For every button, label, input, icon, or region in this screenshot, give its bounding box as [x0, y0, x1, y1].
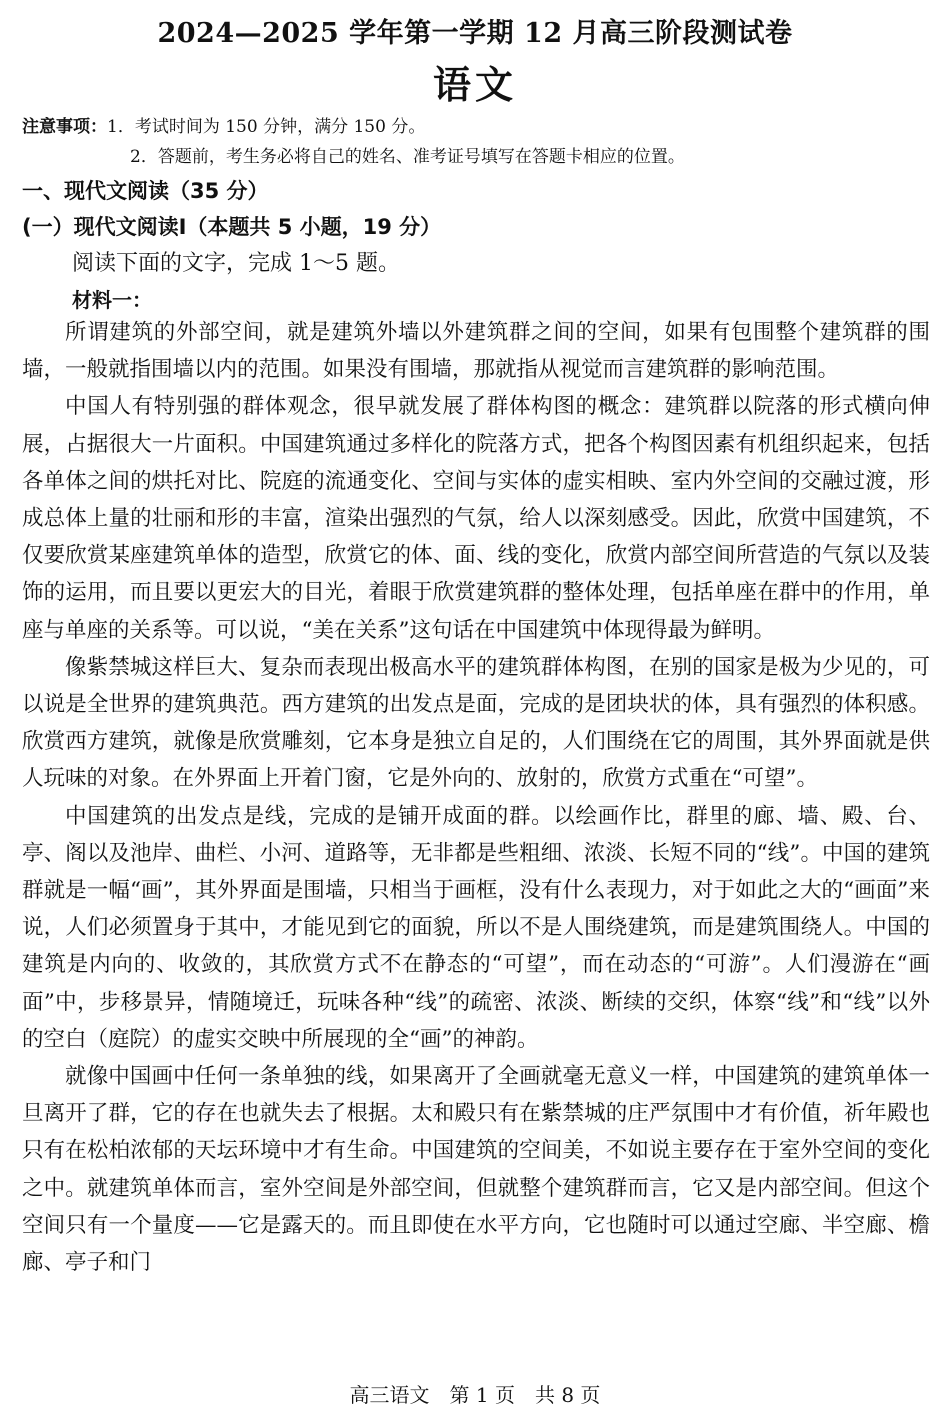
section-subheading: (一）现代文阅读Ⅰ（本题共 5 小题，19 分）	[22, 215, 442, 239]
paragraph: 所谓建筑的外部空间，就是建筑外墙以外建筑群之间的空间，如果有包围整个建筑群的围墙，一般就指围墙以内的范围。如果没有围墙，那就指从视觉而言建筑群的影响范围。	[22, 320, 930, 383]
notice-item-1: 1．考试时间为 150 分钟，满分 150 分。	[107, 117, 426, 137]
exam-title: 2024—2025 学年第一学期 12 月高三阶段测试卷	[157, 18, 793, 49]
page-footer: 高三语文 第 1 页 共 8 页	[349, 1383, 601, 1407]
reading-instruction: 阅读下面的文字，完成 1～5 题。	[72, 251, 400, 276]
material-label: 材料一：	[72, 288, 152, 312]
notice-item-2: 2．答题前，考生务必将自己的姓名、准考证号填写在答题卡相应的位置。	[130, 147, 685, 167]
notice-line-2	[130, 144, 685, 170]
article-body	[22, 314, 930, 1281]
paragraph: 中国建筑的出发点是线，完成的是铺开成面的群。以绘画作比，群里的廊、墙、殿、台、亭、阁以及池岸、曲栏、小河、道路等，无非都是些粗细、浓淡、长短不同的“线”。中国的建筑群就是一幅“画”，其外界面是围墙，只相当于画框，没有什么表现力，对于如此之大的“画面”来说，人们必须置身于其中，才能见到它的面貌，所以不是人围绕建筑，而是建筑围绕人。中国的建筑是内向的、收敛的，其欣赏方式不在静态的“可望”，而在动态的“可游”。人们漫游在“画面”中，步移景异，情随境迁，玩味各种“线”的疏密、浓淡、断续的交织，体察“线”和“线”以外的空白（庭院）的虚实交映中所展现的全“画”的神韵。	[22, 803, 930, 1052]
paragraph: 中国人有特别强的群体观念，很早就发展了群体构图的概念：建筑群以院落的形式横向伸展，占据很大一片面积。中国建筑通过多样化的院落方式，把各个构图因素有机组织起来，包括各单体之间的烘托对比、院庭的流通变化、空间与实体的虚实相映、室内外空间的交融过渡，形成总体上量的壮丽和形的丰富，渲染出强烈的气氛，给人以深刻感受。因此，欣赏中国建筑，不仅要欣赏某座建筑单体的造型，欣赏它的体、面、线的变化，欣赏内部空间所营造的气氛以及装饰的运用，而且要以更宏大的目光，着眼于欣赏建筑群的整体处理，包括单座在群中的作用，单座与单座的关系等。可以说，“美在关系”这句话在中国建筑中体现得最为鲜明。	[22, 394, 930, 643]
notice-line-1	[22, 114, 425, 140]
notice-label: 注意事项：	[22, 117, 107, 137]
paragraph: 就像中国画中任何一条单独的线，如果离开了全画就毫无意义一样，中国建筑的建筑单体一旦离开了群，它的存在也就失去了根据。太和殿只有在紫禁城的庄严氛围中才有价值，祈年殿也只有在松柏浓郁的天坛环境中才有生命。中国建筑的空间美，不如说主要存在于室外空间的变化之中。就建筑单体而言，室外空间是外部空间，但就整个建筑群而言，它又是内部空间。但这个空间只有一个量度——它是露天的。而且即使在水平方向，它也随时可以通过空廊、半空廊、檐廊、亭子和门	[22, 1064, 930, 1276]
subject-title: 语文	[432, 63, 517, 107]
section-heading: 一、现代文阅读（35 分）	[22, 179, 269, 203]
paragraph: 像紫禁城这样巨大、复杂而表现出极高水平的建筑群体构图，在别的国家是极为少见的，可以说是全世界的建筑典范。西方建筑的出发点是面，完成的是团块状的体，具有强烈的体积感。欣赏西方建筑，就像是欣赏雕刻，它本身是独立自足的，人们围绕在它的周围，其外界面就是供人玩味的对象。在外界面上开着门窗，它是外向的、放射的，欣赏方式重在“可望”。	[22, 654, 930, 792]
